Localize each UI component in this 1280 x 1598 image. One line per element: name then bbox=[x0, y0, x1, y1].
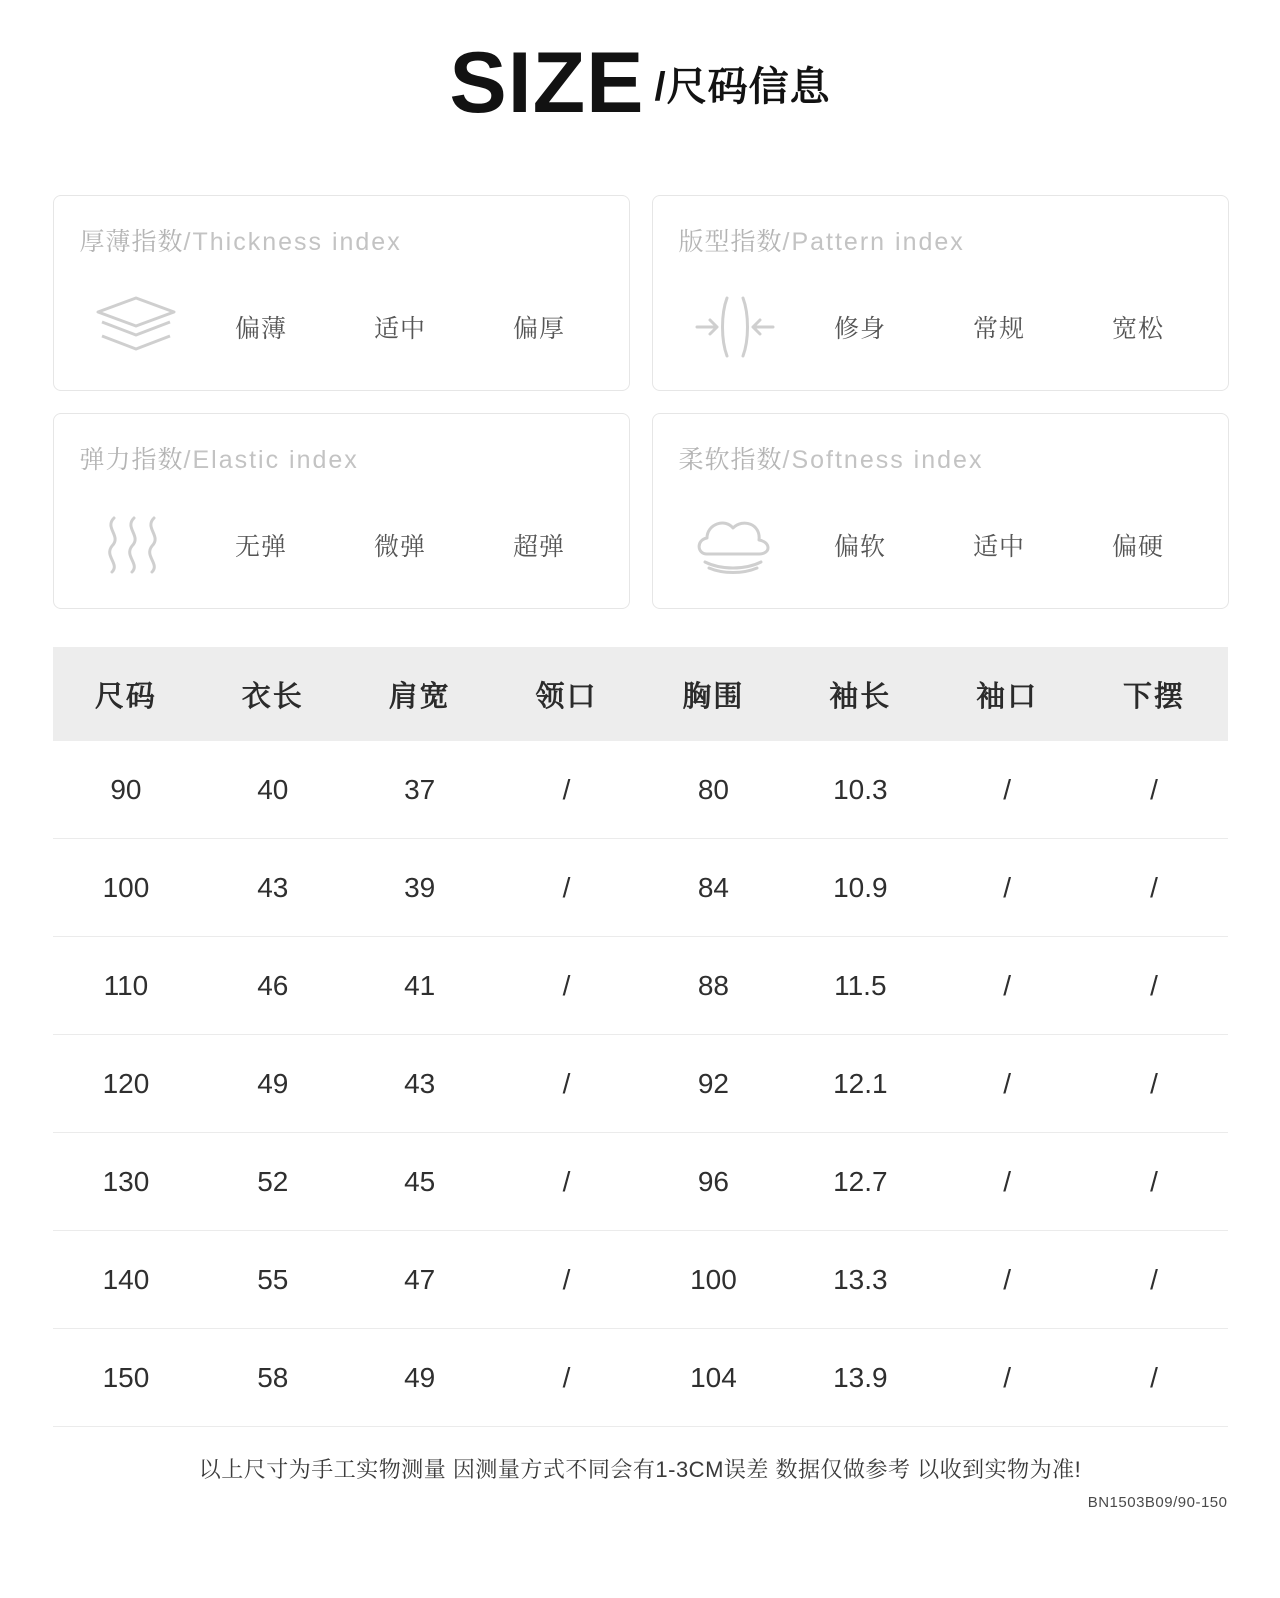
index-card-body bbox=[80, 502, 609, 588]
index-card-options bbox=[192, 309, 609, 345]
table-cell: 150 bbox=[53, 1329, 200, 1427]
table-header-cell: 尺码 bbox=[53, 647, 200, 741]
table-cell: 43 bbox=[346, 1035, 493, 1133]
page-title-sub: /尺码信息 bbox=[654, 65, 831, 109]
table-cell: 10.9 bbox=[787, 839, 934, 937]
table-header-cell: 袖长 bbox=[787, 647, 934, 741]
index-card-options bbox=[192, 527, 609, 563]
index-card-body bbox=[679, 502, 1208, 588]
table-cell: 88 bbox=[640, 937, 787, 1035]
index-card-thickness bbox=[53, 195, 630, 391]
table-cell: 40 bbox=[199, 741, 346, 839]
table-row bbox=[53, 937, 1228, 1035]
table-cell: / bbox=[493, 741, 640, 839]
table-cell: / bbox=[934, 1133, 1081, 1231]
index-card-elastic bbox=[53, 413, 630, 609]
table-cell: / bbox=[934, 741, 1081, 839]
index-option[interactable]: 宽松 bbox=[1111, 315, 1164, 343]
table-cell: 120 bbox=[53, 1035, 200, 1133]
size-table-wrapper bbox=[53, 647, 1228, 1427]
table-cell: / bbox=[493, 1035, 640, 1133]
table-cell: 52 bbox=[199, 1133, 346, 1231]
table-cell: 46 bbox=[199, 937, 346, 1035]
table-header-row bbox=[53, 647, 1228, 741]
index-option[interactable]: 偏厚 bbox=[512, 315, 565, 343]
index-card-title-cn: 柔软指数 bbox=[678, 446, 783, 474]
table-cell: / bbox=[493, 1133, 640, 1231]
index-card-title bbox=[80, 222, 609, 258]
index-option[interactable]: 偏软 bbox=[833, 533, 886, 561]
table-cell: 90 bbox=[53, 741, 200, 839]
table-cell: 47 bbox=[346, 1231, 493, 1329]
size-table-body bbox=[53, 741, 1228, 1427]
table-cell: 43 bbox=[199, 839, 346, 937]
table-cell: 39 bbox=[346, 839, 493, 937]
table-cell: 55 bbox=[199, 1231, 346, 1329]
table-cell: 49 bbox=[199, 1035, 346, 1133]
table-row bbox=[53, 839, 1228, 937]
table-cell: 80 bbox=[640, 741, 787, 839]
index-option[interactable]: 修身 bbox=[833, 315, 886, 343]
index-card-title-cn: 版型指数 bbox=[678, 228, 783, 256]
table-cell: 13.3 bbox=[787, 1231, 934, 1329]
table-cell: / bbox=[934, 1231, 1081, 1329]
table-cell: / bbox=[1081, 937, 1228, 1035]
table-cell: / bbox=[493, 937, 640, 1035]
index-option[interactable]: 适中 bbox=[373, 315, 426, 343]
table-cell: / bbox=[934, 1329, 1081, 1427]
table-cell: / bbox=[934, 839, 1081, 937]
table-cell: 12.1 bbox=[787, 1035, 934, 1133]
table-header-cell: 胸围 bbox=[640, 647, 787, 741]
index-card-softness bbox=[652, 413, 1229, 609]
size-table-head bbox=[53, 647, 1228, 741]
index-card-body bbox=[679, 284, 1208, 370]
index-card-title-cn: 弹力指数 bbox=[79, 446, 184, 474]
product-code: BN1503B09/90-150 bbox=[1087, 1494, 1228, 1511]
table-cell: 41 bbox=[346, 937, 493, 1035]
table-cell: / bbox=[1081, 741, 1228, 839]
index-card-title-en: /Pattern index bbox=[782, 228, 965, 256]
table-cell: / bbox=[493, 1329, 640, 1427]
table-cell: 13.9 bbox=[787, 1329, 934, 1427]
table-cell: 58 bbox=[199, 1329, 346, 1427]
table-cell: 110 bbox=[53, 937, 200, 1035]
index-option[interactable]: 超弹 bbox=[512, 533, 565, 561]
cloud-icon bbox=[679, 502, 791, 588]
index-option[interactable]: 微弹 bbox=[373, 533, 426, 561]
table-cell: 130 bbox=[53, 1133, 200, 1231]
table-row bbox=[53, 1231, 1228, 1329]
table-cell: / bbox=[493, 839, 640, 937]
table-cell: 104 bbox=[640, 1329, 787, 1427]
table-cell: / bbox=[934, 1035, 1081, 1133]
index-card-title-en: /Thickness index bbox=[183, 228, 402, 256]
index-card-pattern bbox=[652, 195, 1229, 391]
index-card-title-cn: 厚薄指数 bbox=[79, 228, 184, 256]
table-cell: 11.5 bbox=[787, 937, 934, 1035]
index-option[interactable]: 偏硬 bbox=[1111, 533, 1164, 561]
table-row bbox=[53, 1329, 1228, 1427]
table-cell: 37 bbox=[346, 741, 493, 839]
table-header-cell: 领口 bbox=[493, 647, 640, 741]
table-cell: / bbox=[1081, 1231, 1228, 1329]
index-card-body bbox=[80, 284, 609, 370]
page-title-main: SIZE bbox=[449, 35, 645, 131]
table-cell: 100 bbox=[53, 839, 200, 937]
table-row bbox=[53, 1133, 1228, 1231]
index-option[interactable]: 适中 bbox=[972, 533, 1025, 561]
index-option[interactable]: 偏薄 bbox=[234, 315, 287, 343]
table-row bbox=[53, 741, 1228, 839]
index-card-grid bbox=[53, 195, 1228, 609]
table-cell: / bbox=[1081, 1133, 1228, 1231]
size-table bbox=[53, 647, 1228, 1427]
table-cell: / bbox=[1081, 839, 1228, 937]
table-cell: 49 bbox=[346, 1329, 493, 1427]
index-card-options bbox=[791, 527, 1208, 563]
measurement-note: 以上尺寸为手工实物测量 因测量方式不同会有1-3CM误差 数据仅做参考 以收到实物为准! bbox=[198, 1457, 1082, 1482]
table-cell: 140 bbox=[53, 1231, 200, 1329]
table-cell: 10.3 bbox=[787, 741, 934, 839]
table-header-cell: 下摆 bbox=[1081, 647, 1228, 741]
table-cell: / bbox=[493, 1231, 640, 1329]
index-card-title-en: /Softness index bbox=[782, 446, 984, 474]
table-header-cell: 衣长 bbox=[199, 647, 346, 741]
waves-icon bbox=[80, 502, 192, 588]
index-option[interactable]: 常规 bbox=[972, 315, 1025, 343]
index-card-options bbox=[791, 309, 1208, 345]
index-option[interactable]: 无弹 bbox=[234, 533, 287, 561]
table-cell: / bbox=[934, 937, 1081, 1035]
table-cell: / bbox=[1081, 1035, 1228, 1133]
table-cell: 96 bbox=[640, 1133, 787, 1231]
fit-arrows-icon bbox=[679, 284, 791, 370]
table-header-cell: 肩宽 bbox=[346, 647, 493, 741]
page-title bbox=[0, 0, 1280, 143]
table-cell: 92 bbox=[640, 1035, 787, 1133]
table-cell: 100 bbox=[640, 1231, 787, 1329]
index-card-title bbox=[679, 222, 1208, 258]
layers-icon bbox=[80, 284, 192, 370]
table-cell: / bbox=[1081, 1329, 1228, 1427]
table-cell: 45 bbox=[346, 1133, 493, 1231]
index-card-title bbox=[679, 440, 1208, 476]
index-card-title-en: /Elastic index bbox=[183, 446, 359, 474]
table-header-cell: 袖口 bbox=[934, 647, 1081, 741]
table-cell: 84 bbox=[640, 839, 787, 937]
table-row bbox=[53, 1035, 1228, 1133]
table-cell: 12.7 bbox=[787, 1133, 934, 1231]
index-card-title bbox=[80, 440, 609, 476]
